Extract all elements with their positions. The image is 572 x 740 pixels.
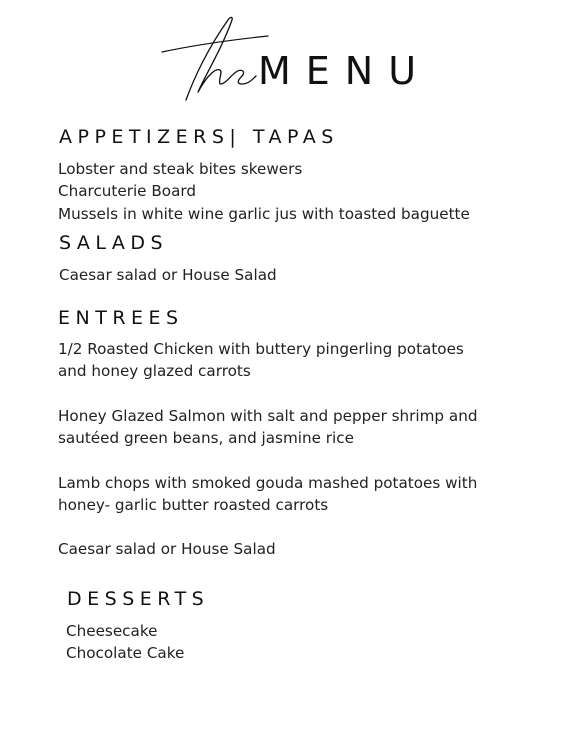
desserts-list xyxy=(66,620,184,665)
menu-item: Lamb chops with smoked gouda mashed potatoes with xyxy=(58,473,478,492)
menu-item: Cheesecake xyxy=(66,622,158,640)
menu-item: Caesar salad or House Salad xyxy=(59,266,277,284)
menu-item: sautéed green beans, and jasmine rice xyxy=(58,429,354,448)
menu-item: Chocolate Cake xyxy=(66,644,185,663)
menu-title-word: MENU xyxy=(258,49,432,93)
appetizers-list xyxy=(58,158,470,225)
menu-item: honey- garlic butter roasted carrots xyxy=(58,496,329,515)
section-heading-appetizers: APPETIZERS| TAPAS xyxy=(59,126,339,148)
menu-item: Honey Glazed Salmon with salt and pepper shrimp and xyxy=(58,406,478,425)
section-heading-salads: SALADS xyxy=(59,232,169,254)
menu-item: Charcuterie Board xyxy=(58,182,196,201)
salads-list xyxy=(59,264,277,286)
section-heading-entrees: ENTREES xyxy=(58,307,184,329)
section-heading-desserts: DESSERTS xyxy=(67,588,210,610)
menu-item: 1/2 Roasted Chicken with buttery pingerling potatoes xyxy=(58,340,464,358)
entrees-list xyxy=(58,338,477,561)
menu-item: Lobster and steak bites skewers xyxy=(58,160,303,178)
script-the-wordmark xyxy=(150,8,270,108)
menu-item: Caesar salad or House Salad xyxy=(58,540,276,559)
menu-item: Mussels in white wine garlic jus with toasted baguette xyxy=(58,204,470,223)
menu-title xyxy=(150,8,450,108)
menu-item: and honey glazed carrots xyxy=(58,362,251,381)
